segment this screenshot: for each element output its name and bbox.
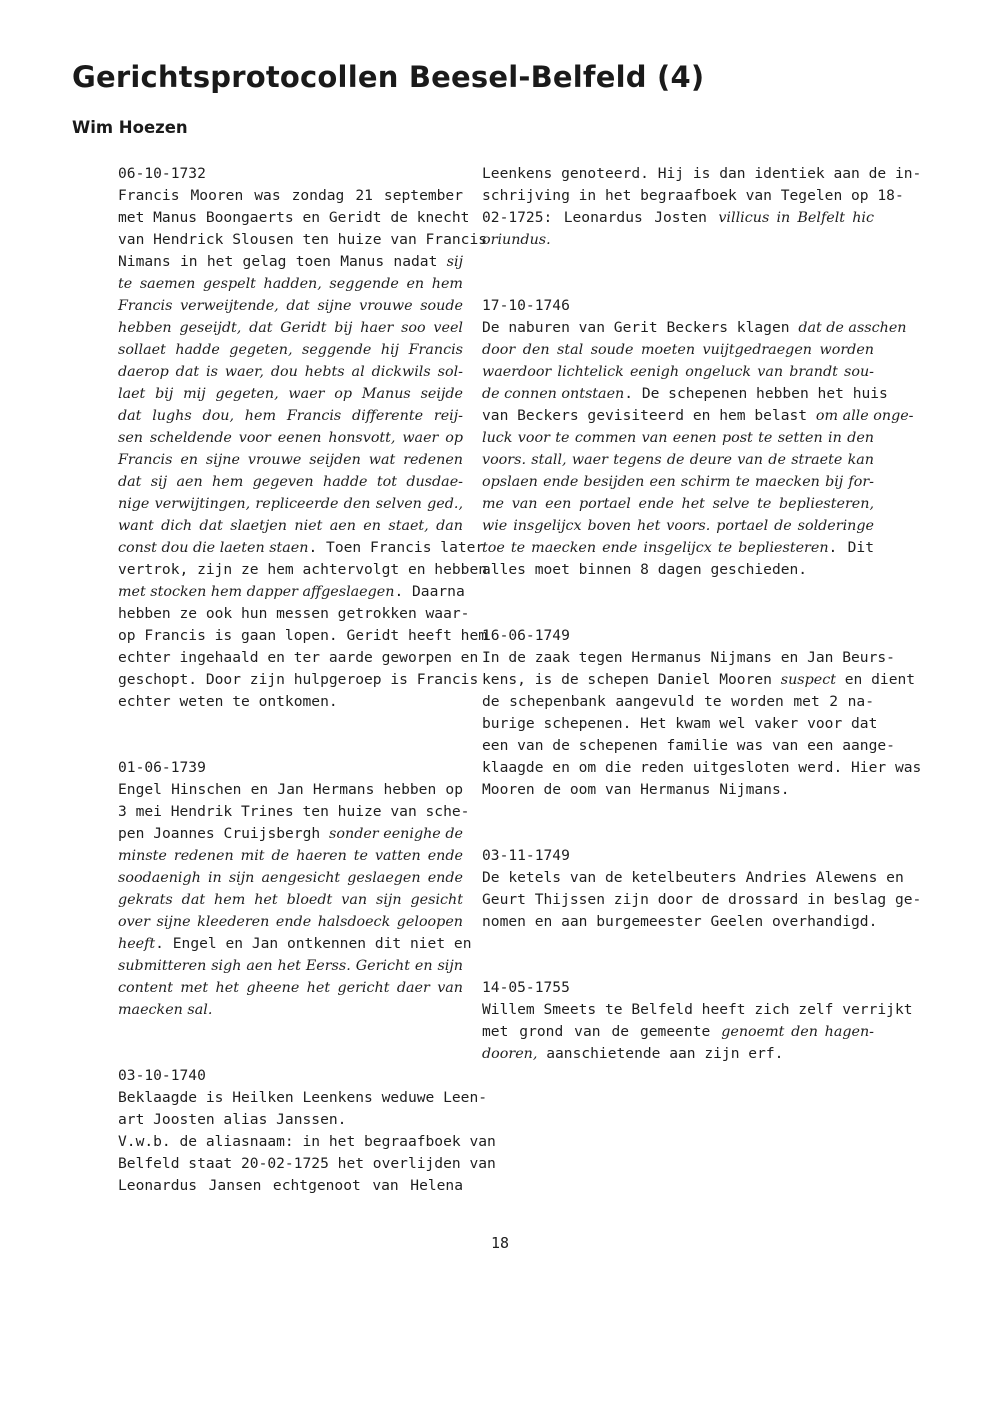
blank-line: [482, 581, 874, 603]
text-line: [118, 405, 463, 427]
text-line: [118, 911, 463, 933]
italic-quote: minste redenen mit de haeren te vatten ende: [118, 848, 463, 864]
italic-quote: met stocken hem dapper affgeslaegen: [118, 584, 395, 600]
text-line: art Joosten alias Janssen.: [118, 1111, 347, 1128]
blank-line: [118, 735, 463, 757]
page-number: 18: [490, 1234, 510, 1252]
text-line: Engel Hinschen en Jan Hermans hebben op: [118, 781, 463, 798]
text-line: klaagde en om die reden uitgesloten werd. Hier was: [482, 759, 922, 776]
text-line: [118, 977, 463, 999]
italic-quote: dat lughs dou, hem Francis differente reij-: [118, 408, 463, 424]
text-line: met Manus Boongaerts en Geridt de knecht: [118, 209, 470, 226]
right-column: [482, 163, 922, 1065]
italic-quote: daerop dat is waer, dou hebts al dickwils sol-: [118, 364, 463, 380]
text-line: [118, 515, 463, 537]
text-line: nomen en aan burgemeester Geelen overhandigd.: [482, 913, 878, 930]
text-line: echter ingehaald en ter aarde geworpen en: [118, 649, 479, 666]
text-line: [118, 339, 463, 361]
italic-quote: door den stal soude moeten vuijtgedraegen worden: [482, 342, 874, 358]
italic-quote: genoemt den hagen-: [721, 1024, 874, 1040]
text-line: [118, 889, 463, 911]
italic-quote: dat de asschen: [798, 320, 907, 336]
blank-line: [482, 603, 874, 625]
text-line: Leonardus Jansen echtgenoot van Helena: [118, 1177, 463, 1194]
text-line: const dou die laeten staen. Toen Francis later: [118, 539, 485, 556]
blank-line: [482, 955, 874, 977]
text-line: Nimans in het gelag toen Manus nadat sij: [118, 253, 463, 270]
entry-date: 16-06-1749: [482, 627, 570, 644]
italic-quote: wie insgelijcx boven het voors. portael de solderinge: [482, 518, 874, 534]
italic-quote: waerdoor lichtelick eenigh ongeluck van brandt sou-: [482, 364, 874, 380]
text-line: Geurt Thijssen zijn door de drossard in beslag ge-: [482, 891, 922, 908]
author-name: Wim Hoezen: [72, 118, 188, 137]
italic-quote: hebben geseijdt, dat Geridt bij haer soo veel: [118, 320, 463, 336]
text-line: alles moet binnen 8 dagen geschieden.: [482, 561, 808, 578]
entry-date: 06-10-1732: [118, 165, 206, 182]
text-line: [118, 361, 463, 383]
italic-quote: sollaet hadde gegeten, seggende hij Francis: [118, 342, 463, 358]
italic-quote: me van een portael ende het selve te bepliesteren,: [482, 496, 874, 512]
blank-line: [118, 1043, 463, 1065]
blank-line: [482, 801, 874, 823]
text-line: In de zaak tegen Hermanus Nijmans en Jan Beurs-: [482, 649, 895, 666]
text-line: echter weten te ontkomen.: [118, 693, 338, 710]
text-line: [118, 317, 463, 339]
text-line: Leenkens genoteerd. Hij is dan identiek aan de in-: [482, 165, 922, 182]
italic-quote: voors. stall, waer tegens de deure van de straete kan: [482, 452, 874, 468]
text-line: pen Joannes Cruijsbergh sonder eenighe de: [118, 825, 463, 842]
text-line: Beklaagde is Heilken Leenkens weduwe Leen-: [118, 1089, 488, 1106]
italic-quote: sij: [446, 254, 463, 270]
entry-date: 03-10-1740: [118, 1067, 206, 1084]
text-line: kens, is de schepen Daniel Mooren suspect en dient: [482, 671, 916, 688]
text-line: vertrok, zijn ze hem achtervolgt en hebben: [118, 561, 488, 578]
text-line: dooren, aanschietende aan zijn erf.: [482, 1045, 784, 1062]
blank-line: [118, 713, 463, 735]
text-line: op Francis is gaan lopen. Geridt heeft hem: [118, 627, 488, 644]
italic-quote: content met het gheene het gericht daer van: [118, 980, 463, 996]
text-line: De ketels van de ketelbeuters Andries Alewens en: [482, 869, 904, 886]
text-line: [482, 229, 874, 251]
page-title: Gerichtsprotocollen Beesel-Belfeld (4): [72, 60, 705, 94]
italic-quote: opslaen ende besijden een schirm te maecken bij for-: [482, 474, 874, 490]
italic-quote: luck voor te commen van eenen post te setten in den: [482, 430, 874, 446]
entry-date: 03-11-1749: [482, 847, 570, 864]
text-line: [482, 471, 874, 493]
text-line: [118, 295, 463, 317]
blank-line: [118, 1021, 463, 1043]
text-line: schrijving in het begraafboek van Tegelen op 18-: [482, 187, 904, 204]
italic-quote: const dou die laeten staen: [118, 540, 309, 556]
text-line: van Beckers gevisiteerd en hem belast om alle onge-: [482, 407, 914, 424]
text-line: heeft. Engel en Jan ontkennen dit niet en: [118, 935, 472, 952]
text-line: Mooren de oom van Hermanus Nijmans.: [482, 781, 790, 798]
text-line: [482, 449, 874, 471]
text-line: [482, 427, 874, 449]
italic-quote: gekrats dat hem het bloedt van sijn gesicht: [118, 892, 463, 908]
italic-quote: heeft: [118, 936, 156, 952]
text-line: [482, 361, 874, 383]
text-line: met grond van de gemeente genoemt den hagen-: [482, 1023, 874, 1040]
italic-quote: villicus in Belfelt hic: [718, 210, 874, 226]
text-line: hebben ze ook hun messen getrokken waar-: [118, 605, 470, 622]
italic-quote: maecken sal.: [118, 1002, 213, 1018]
blank-line: [482, 933, 874, 955]
text-line: V.w.b. de aliasnaam: in het begraafboek van: [118, 1133, 496, 1150]
italic-quote: de connen ontstaen: [482, 386, 625, 402]
text-line: [118, 383, 463, 405]
italic-quote: submitteren sigh aen het Eerss. Gericht en sijn: [118, 958, 463, 974]
italic-quote: Francis verweijtende, dat sijne vrouwe soude: [118, 298, 463, 314]
text-line: [118, 273, 463, 295]
text-line: burige schepenen. Het kwam wel vaker voor dat: [482, 715, 878, 732]
text-line: [118, 449, 463, 471]
italic-quote: sen scheldende voor eenen honsvott, waer op: [118, 430, 463, 446]
text-line: Willem Smeets te Belfeld heeft zich zelf verrijkt: [482, 1001, 913, 1018]
italic-quote: nige verwijtingen, repliceerde den selven ged.,: [118, 496, 463, 512]
text-line: geschopt. Door zijn hulpgeroep is Francis: [118, 671, 479, 688]
italic-quote: dooren,: [482, 1046, 538, 1062]
text-line: de schepenbank aangevuld te worden met 2 na-: [482, 693, 874, 710]
text-line: [118, 867, 463, 889]
blank-line: [482, 823, 874, 845]
text-line: [118, 955, 463, 977]
text-line: Francis Mooren was zondag 21 september: [118, 187, 463, 204]
italic-quote: want dich dat slaetjen niet aen en staet, dan: [118, 518, 463, 534]
blank-line: [482, 251, 874, 273]
text-line: De naburen van Gerit Beckers klagen dat de asschen: [482, 319, 907, 336]
italic-quote: dat sij aen hem gegeven hadde tot dusdae-: [118, 474, 463, 490]
text-line: met stocken hem dapper affgeslaegen. Daarna: [118, 583, 465, 600]
text-line: toe te maecken ende insgelijcx te bepliesteren. Dit: [482, 539, 874, 556]
text-line: 3 mei Hendrik Trines ten huize van sche-: [118, 803, 470, 820]
text-line: een van de schepenen familie was van een aange-: [482, 737, 895, 754]
italic-quote: soodaenigh in sijn aengesicht geslaegen ende: [118, 870, 463, 886]
entry-date: 01-06-1739: [118, 759, 206, 776]
text-line: [118, 427, 463, 449]
italic-quote: sonder eenighe de: [329, 826, 463, 842]
text-line: [118, 845, 463, 867]
text-line: 02-1725: Leonardus Josten villicus in Belfelt hic: [482, 209, 874, 226]
text-line: [482, 339, 874, 361]
entry-date: 17-10-1746: [482, 297, 570, 314]
text-line: de connen ontstaen. De schepenen hebben het huis: [482, 385, 888, 402]
text-line: [118, 999, 463, 1021]
left-column: [118, 163, 496, 1197]
italic-quote: toe te maecken ende insgelijcx te bepliesteren: [482, 540, 829, 556]
text-line: [482, 515, 874, 537]
italic-quote: suspect: [780, 672, 836, 688]
italic-quote: over sijne kleederen ende halsdoeck geloopen: [118, 914, 463, 930]
text-line: [482, 493, 874, 515]
text-line: [118, 471, 463, 493]
italic-quote: oriundus.: [482, 232, 551, 248]
italic-quote: te saemen gespelt hadden, seggende en hem: [118, 276, 463, 292]
italic-quote: om alle onge-: [815, 408, 914, 424]
entry-date: 14-05-1755: [482, 979, 570, 996]
italic-quote: Francis en sijne vrouwe seijden wat redenen: [118, 452, 463, 468]
text-line: van Hendrick Slousen ten huize van Francis: [118, 231, 488, 248]
blank-line: [482, 273, 874, 295]
italic-quote: laet bij mij gegeten, waer op Manus seijde: [118, 386, 463, 402]
text-line: Belfeld staat 20-02-1725 het overlijden van: [118, 1155, 496, 1172]
text-line: [118, 493, 463, 515]
